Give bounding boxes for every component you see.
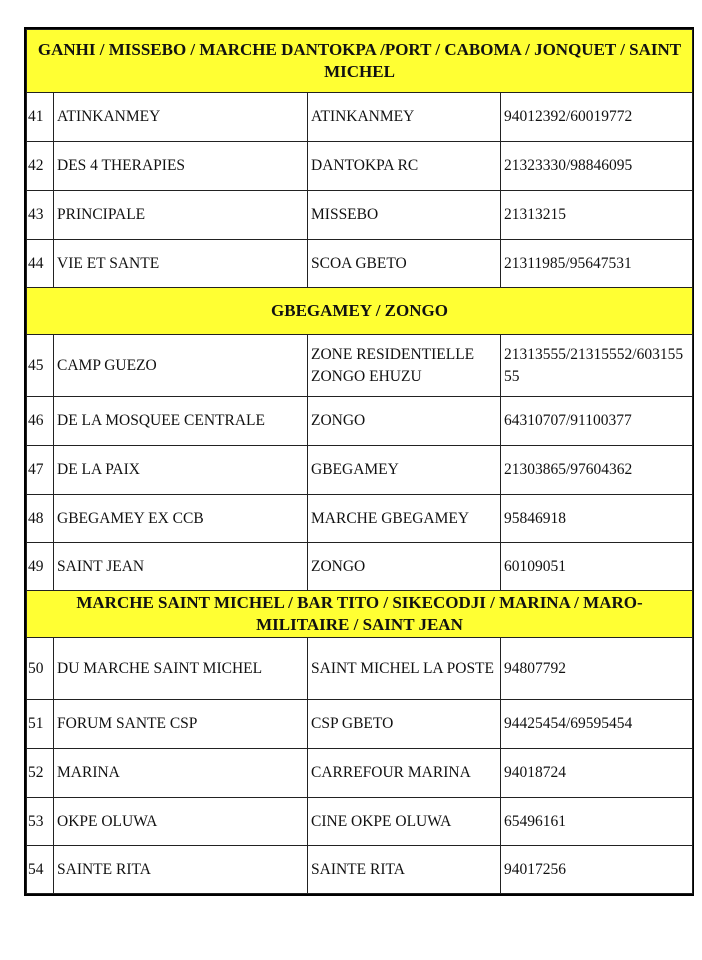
pharmacy-location: CSP GBETO [308, 700, 501, 749]
pharmacy-table-body [27, 30, 693, 894]
pharmacy-location: GBEGAMEY [308, 446, 501, 495]
pharmacy-location: SCOA GBETO [308, 240, 501, 288]
pharmacy-phone: 94012392/60019772 [501, 93, 693, 142]
pharmacy-phone: 94807792 [501, 638, 693, 700]
pharmacy-location: SAINTE RITA [308, 846, 501, 894]
row-number: 44 [27, 240, 54, 288]
pharmacy-name: PRINCIPALE [54, 191, 308, 240]
pharmacy-phone: 60109051 [501, 543, 693, 591]
pharmacy-location: DANTOKPA RC [308, 142, 501, 191]
pharmacy-list-document [24, 27, 694, 896]
pharmacy-location: ZONE RESIDENTIELLE ZONGO EHUZU [308, 335, 501, 397]
row-number: 51 [27, 700, 54, 749]
pharmacy-name: OKPE OLUWA [54, 798, 308, 846]
pharmacy-location: CARREFOUR MARINA [308, 749, 501, 798]
pharmacy-name: GBEGAMEY EX CCB [54, 495, 308, 543]
table-row [27, 543, 693, 591]
pharmacy-name: DE LA MOSQUEE CENTRALE [54, 397, 308, 446]
row-number: 54 [27, 846, 54, 894]
table-row [27, 240, 693, 288]
table-row [27, 749, 693, 798]
pharmacy-name: DU MARCHE SAINT MICHEL [54, 638, 308, 700]
row-number: 48 [27, 495, 54, 543]
pharmacy-name: SAINT JEAN [54, 543, 308, 591]
row-number: 41 [27, 93, 54, 142]
row-number: 53 [27, 798, 54, 846]
row-number: 47 [27, 446, 54, 495]
pharmacy-location: MARCHE GBEGAMEY [308, 495, 501, 543]
pharmacy-location: CINE OKPE OLUWA [308, 798, 501, 846]
pharmacy-phone: 64310707/91100377 [501, 397, 693, 446]
pharmacy-phone: 94018724 [501, 749, 693, 798]
pharmacy-phone: 95846918 [501, 495, 693, 543]
section-title: GBEGAMEY / ZONGO [27, 288, 693, 335]
row-number: 46 [27, 397, 54, 446]
table-row [27, 638, 693, 700]
pharmacy-phone: 21323330/98846095 [501, 142, 693, 191]
pharmacy-phone: 21303865/97604362 [501, 446, 693, 495]
pharmacy-name: CAMP GUEZO [54, 335, 308, 397]
pharmacy-name: FORUM SANTE CSP [54, 700, 308, 749]
pharmacy-phone: 21313215 [501, 191, 693, 240]
row-number: 49 [27, 543, 54, 591]
row-number: 45 [27, 335, 54, 397]
pharmacy-location: MISSEBO [308, 191, 501, 240]
table-row [27, 335, 693, 397]
pharmacy-name: DES 4 THERAPIES [54, 142, 308, 191]
pharmacy-name: MARINA [54, 749, 308, 798]
row-number: 52 [27, 749, 54, 798]
table-row [27, 798, 693, 846]
pharmacy-name: SAINTE RITA [54, 846, 308, 894]
pharmacy-phone: 21313555/21315552/60315555 [501, 335, 693, 397]
pharmacy-name: DE LA PAIX [54, 446, 308, 495]
pharmacy-phone: 65496161 [501, 798, 693, 846]
table-row [27, 191, 693, 240]
table-row [27, 700, 693, 749]
row-number: 43 [27, 191, 54, 240]
table-row [27, 93, 693, 142]
pharmacy-location: ZONGO [308, 397, 501, 446]
section-header [27, 288, 693, 335]
pharmacy-location: ATINKANMEY [308, 93, 501, 142]
table-row [27, 495, 693, 543]
pharmacy-phone: 94017256 [501, 846, 693, 894]
pharmacy-location: ZONGO [308, 543, 501, 591]
pharmacy-location: SAINT MICHEL LA POSTE [308, 638, 501, 700]
row-number: 42 [27, 142, 54, 191]
section-title: MARCHE SAINT MICHEL / BAR TITO / SIKECODJI / MARINA / MARO-MILITAIRE / SAINT JEAN [27, 591, 693, 638]
section-header [27, 591, 693, 638]
pharmacy-name: ATINKANMEY [54, 93, 308, 142]
pharmacy-phone: 94425454/69595454 [501, 700, 693, 749]
table-row [27, 142, 693, 191]
table-row [27, 446, 693, 495]
table-row [27, 846, 693, 894]
section-title: GANHI / MISSEBO / MARCHE DANTOKPA /PORT / CABOMA / JONQUET / SAINT MICHEL [27, 30, 693, 93]
pharmacy-name: VIE ET SANTE [54, 240, 308, 288]
pharmacy-phone: 21311985/95647531 [501, 240, 693, 288]
table-row [27, 397, 693, 446]
pharmacy-table [26, 29, 693, 894]
row-number: 50 [27, 638, 54, 700]
section-header [27, 30, 693, 93]
